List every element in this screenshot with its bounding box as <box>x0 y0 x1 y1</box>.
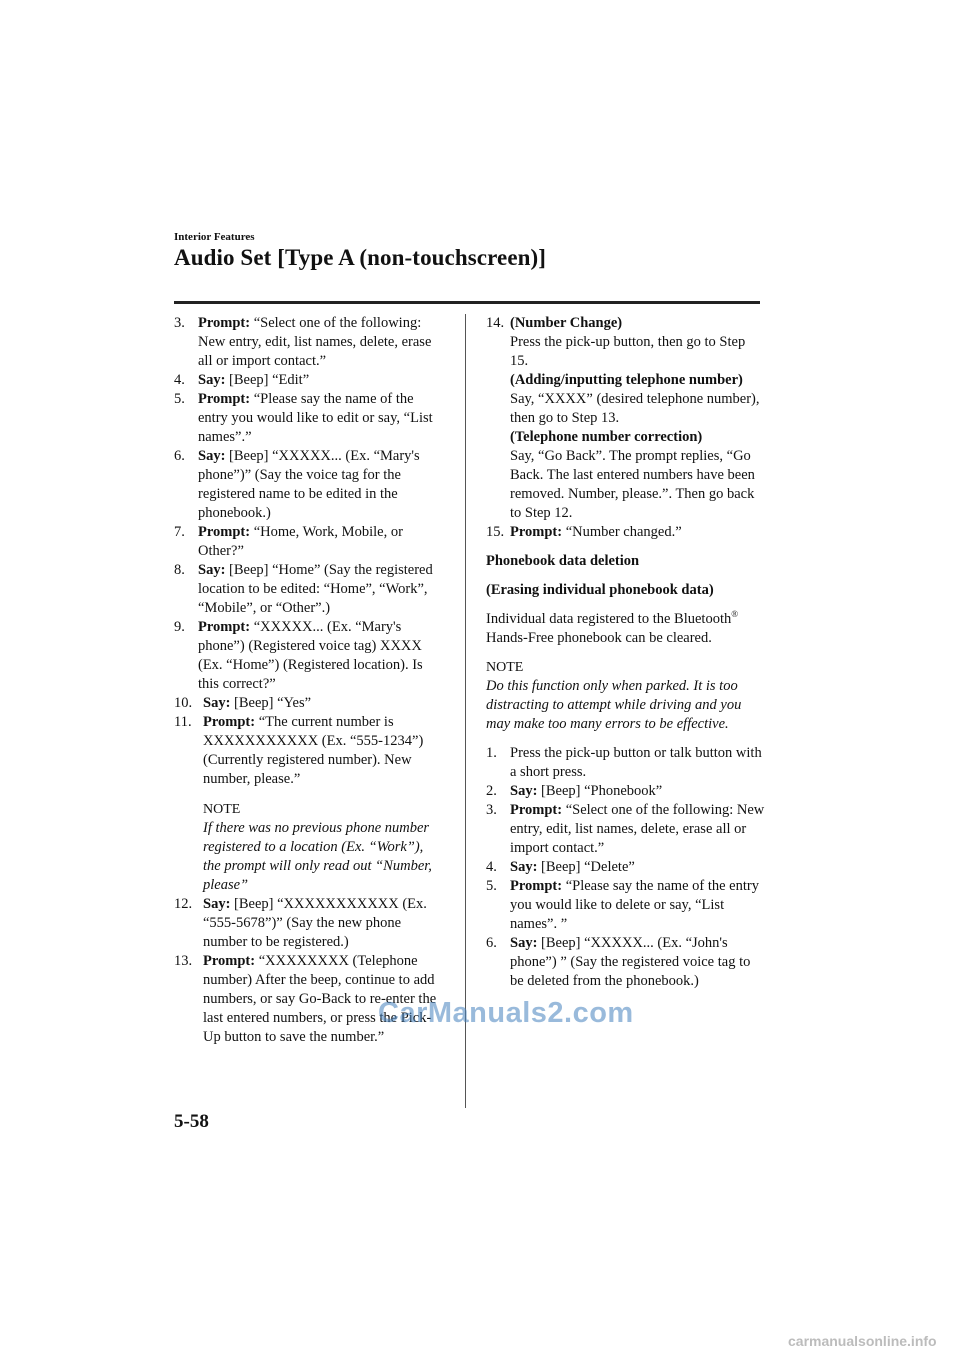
list-item: 13. Prompt: “XXXXXXXX (Telephone number) After the beep, continue to add numbers, or say Go-Back to re-enter the last entered numbers, or press the Pick-Up button to save the number.” <box>174 953 437 1045</box>
list-item: 6. Say: [Beep] “XXXXX... (Ex. “John's phone”) ” (Say the registered voice tag to be deleted from the phonebook.) <box>486 935 751 989</box>
option-heading: (Telephone number correction) <box>510 429 703 445</box>
column-divider <box>465 314 466 1108</box>
note-label: NOTE <box>203 802 241 817</box>
list-item: 5. Prompt: “Please say the name of the entry you would like to edit or say, “List names”.” <box>174 391 433 445</box>
subsection-heading: (Erasing individual phonebook data) <box>486 582 714 598</box>
watermark: CarManuals2.com <box>378 997 634 1029</box>
list-item: 3. Prompt: “Select one of the following: New entry, edit, list names, delete, erase all or import contact.” <box>174 315 432 369</box>
note-text: Do this function only when parked. It is too distracting to attempt while driving and you may make too many errors to be effective. <box>486 678 742 732</box>
list-item: 9. Prompt: “XXXXX... (Ex. “Mary's phone”) (Registered voice tag) XXXX (Ex. “Home”) (Registered location). Is this correct?” <box>174 619 423 692</box>
list-item: 15. Prompt: “Number changed.” <box>486 524 682 540</box>
page-title: Audio Set [Type A (non-touchscreen)] <box>174 245 547 270</box>
note-text: If there was no previous phone number registered to a location (Ex. “Work”), the prompt will only read out “Number, please” <box>203 820 432 893</box>
step-list-right-bottom <box>486 744 766 991</box>
registered-mark: ® <box>731 609 739 620</box>
header-rule <box>174 301 760 304</box>
right-column <box>486 314 766 991</box>
list-item: 4. Say: [Beep] “Delete” <box>486 859 635 875</box>
list-item: 7. Prompt: “Home, Work, Mobile, or Other?” <box>174 524 403 559</box>
list-item: 4. Say: [Beep] “Edit” <box>174 372 310 388</box>
list-item: 14. (Number Change) Press the pick-up button, then go to Step 15. (Adding/inputting telephone number) Say, “XXXX” (desired telephone number), then go to Step 13. (Telephone number correction) Say, “Go Back”. The prompt replies, “Go Back. The last entered numbers have been removed. Number, please.”. Then go back to Step 12. <box>486 314 766 523</box>
list-item: 1. Press the pick-up button or talk button with a short press. <box>486 745 762 780</box>
option-heading: (Adding/inputting telephone number) <box>510 372 743 388</box>
list-item: 8. Say: [Beep] “Home” (Say the registered location to be edited: “Home”, “Work”, “Mobile”, or “Other”.) <box>174 562 433 616</box>
note-block <box>203 800 444 895</box>
footer-watermark: carmanualsonline.info <box>788 1333 937 1349</box>
step-list-right-top <box>486 314 766 542</box>
list-item: 6. Say: [Beep] “XXXXX... (Ex. “Mary's phone”)” (Say the voice tag for the registered name to be edited in the phonebook.) <box>174 448 420 521</box>
list-item: 5. Prompt: “Please say the name of the entry you would like to delete or say, “List names”. ” <box>486 878 759 932</box>
page-number: 5-58 <box>174 1111 209 1132</box>
section-heading: Phonebook data deletion <box>486 553 640 569</box>
body-paragraph: Individual data registered to the Bluetooth® Hands-Free phonebook can be cleared. <box>486 609 739 646</box>
list-item: 10. Say: [Beep] “Yes” <box>174 695 312 711</box>
option-heading: (Number Change) <box>510 315 623 331</box>
list-item: 12. Say: [Beep] “XXXXXXXXXXX (Ex. “555-5678”)” (Say the new phone number to be registered.) <box>174 896 427 950</box>
note-block <box>486 658 766 734</box>
step-list-left <box>174 314 444 789</box>
section-label: Interior Features <box>174 231 255 243</box>
list-item: 2. Say: [Beep] “Phonebook” <box>486 783 663 799</box>
note-label: NOTE <box>486 660 524 675</box>
list-item: 11. Prompt: “The current number is XXXXXXXXXXX (Ex. “555-1234”) (Currently registered number). New number, please.” <box>174 714 424 787</box>
left-column <box>174 314 444 1047</box>
list-item: 3. Prompt: “Select one of the following: New entry, edit, list names, delete, erase all or import contact.” <box>486 802 765 856</box>
